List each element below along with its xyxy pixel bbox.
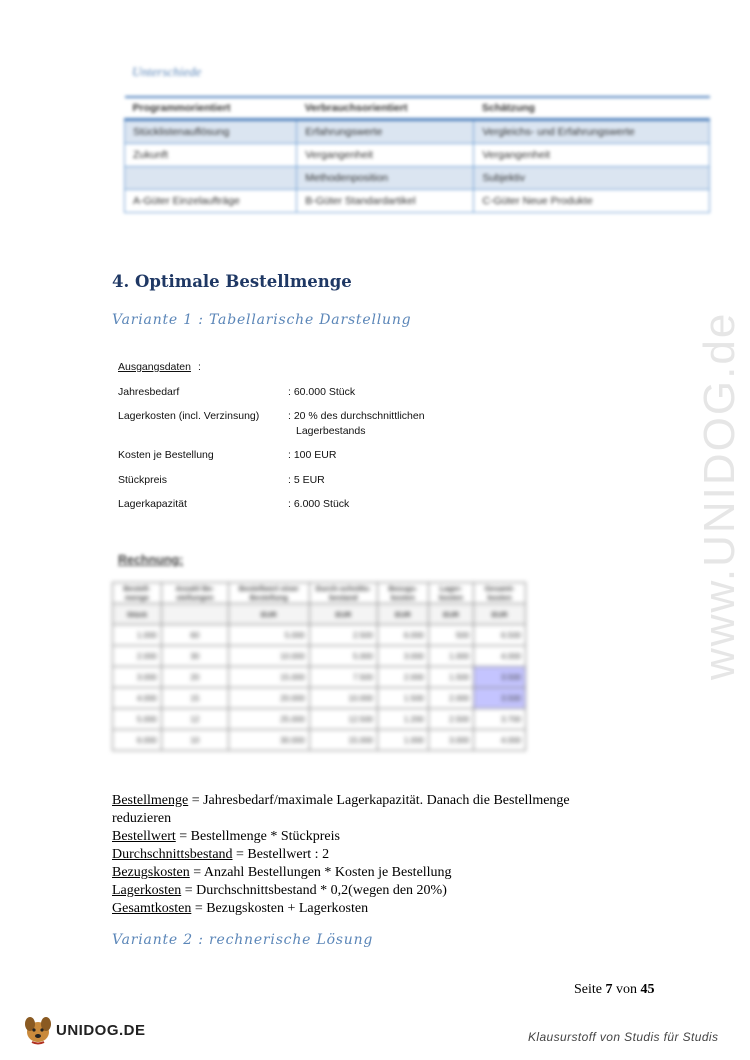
column-header: Bezugs-kosten xyxy=(377,583,428,604)
units-row xyxy=(113,604,526,625)
differences-table xyxy=(124,96,710,213)
table-header-row xyxy=(113,583,526,604)
watermark: www.UNIDOG.de xyxy=(695,311,744,680)
table-row xyxy=(113,625,526,646)
table-cell: 2.000 xyxy=(113,646,162,667)
page-number: Seite 7 von 45 xyxy=(574,982,655,997)
formula-definition: reduzieren xyxy=(112,811,172,826)
formula-line xyxy=(112,846,632,864)
table-cell: 7.500 xyxy=(309,667,377,688)
table-cell: B-Güter Standardartikel xyxy=(297,190,474,213)
unit-cell: EUR xyxy=(474,604,526,625)
table-cell: 60 xyxy=(161,625,228,646)
formula-line xyxy=(112,882,632,900)
table-cell xyxy=(125,167,297,190)
table-cell: 4.000 xyxy=(474,730,526,751)
footer-tagline: Klausurstoff von Studis für Studis xyxy=(528,1030,719,1044)
unit-cell xyxy=(161,604,228,625)
table-row xyxy=(113,646,526,667)
table-cell: 1.000 xyxy=(428,646,473,667)
table-cell: 2.500 xyxy=(309,625,377,646)
given-value: : 100 EUR xyxy=(288,449,337,461)
calculation-table xyxy=(112,582,526,751)
given-value-continued: Lagerbestands xyxy=(296,425,366,437)
highlighted-cell: 3.500 xyxy=(474,688,526,709)
column-header: Bestell-menge xyxy=(113,583,162,604)
table-cell: 12 xyxy=(161,709,228,730)
given-data-title: Ausgangsdaten xyxy=(118,361,191,373)
given-value: : 6.000 Stück xyxy=(288,498,350,510)
given-value: : 60.000 Stück xyxy=(288,386,356,398)
table-cell: 4.000 xyxy=(113,688,162,709)
table-header-row xyxy=(125,97,710,120)
table-cell: C-Güter Neue Produkte xyxy=(474,190,710,213)
unit-cell: EUR xyxy=(428,604,473,625)
table-cell: Vergangenheit xyxy=(297,144,474,167)
table-cell: Vergangenheit xyxy=(474,144,710,167)
table-cell: 2.500 xyxy=(428,709,473,730)
table-cell: 5.000 xyxy=(113,709,162,730)
table-cell: 1.000 xyxy=(377,730,428,751)
column-header: Durch-schnitts-bestand xyxy=(309,583,377,604)
table-cell: 15.000 xyxy=(228,667,309,688)
formula-line xyxy=(112,828,632,846)
differences-title: Unterschiede xyxy=(132,64,202,79)
table-cell: 20 xyxy=(161,667,228,688)
formula-term: Bezugskosten xyxy=(112,865,190,880)
table-row xyxy=(113,709,526,730)
formula-term: Lagerkosten xyxy=(112,883,182,898)
column-header: Verbrauchsorientiert xyxy=(297,97,474,120)
table-cell: 2.000 xyxy=(377,667,428,688)
column-header: Lager-kosten xyxy=(428,583,473,604)
given-label: Jahresbedarf xyxy=(118,386,180,398)
table-cell: 1.500 xyxy=(377,688,428,709)
total-pages: 45 xyxy=(640,982,655,997)
table-cell: 6.500 xyxy=(474,625,526,646)
current-page: 7 xyxy=(605,982,613,997)
table-cell: 10.000 xyxy=(228,646,309,667)
table-cell: 15 xyxy=(161,688,228,709)
table-cell: A-Güter Einzelaufträge xyxy=(125,190,297,213)
given-label: Lagerkosten (incl. Verzinsung) xyxy=(118,410,260,422)
formula-definition: = Jahresbedarf/maximale Lagerkapazität. Danach die Bestellmenge xyxy=(188,793,570,808)
table-cell: 5.000 xyxy=(309,646,377,667)
table-row xyxy=(125,190,710,213)
formula-definition: = Bezugskosten + Lagerkosten xyxy=(191,901,369,916)
table-cell: Subjektiv xyxy=(474,167,710,190)
formula-line xyxy=(112,900,632,918)
unit-cell: EUR xyxy=(228,604,309,625)
formula-line xyxy=(112,792,632,810)
column-header: Gesamt-kosten xyxy=(474,583,526,604)
logo-text: UNIDOG.DE xyxy=(56,1022,146,1039)
table-cell: 3.700 xyxy=(474,709,526,730)
given-value: : 20 % des durchschnittlichen xyxy=(288,410,425,422)
unit-cell: Stück xyxy=(113,604,162,625)
table-cell: Erfahrungswerte xyxy=(297,120,474,144)
table-cell: 6.000 xyxy=(113,730,162,751)
dog-logo-icon xyxy=(22,1015,54,1045)
formula-term: Bestellwert xyxy=(112,829,176,844)
table-cell: 10 xyxy=(161,730,228,751)
table-row xyxy=(125,120,710,144)
given-label: Kosten je Bestellung xyxy=(118,449,214,461)
table-cell: 2.000 xyxy=(428,688,473,709)
variant-1-heading: Variante 1 : Tabellarische Darstellung xyxy=(112,312,412,328)
table-cell: 10.000 xyxy=(309,688,377,709)
formula-definition: = Bestellmenge * Stückpreis xyxy=(175,829,340,844)
table-cell: Zukunft xyxy=(125,144,297,167)
table-cell: 6.000 xyxy=(377,625,428,646)
given-data-colon: : xyxy=(198,361,201,373)
calculation-title: Rechnung: xyxy=(118,553,184,567)
formula-definition: = Durchschnittsbestand * 0,2(wegen den 20%) xyxy=(181,883,447,898)
column-header: Schätzung xyxy=(474,97,710,120)
formula-line xyxy=(112,810,632,828)
variant-2-heading: Variante 2 : rechnerische Lösung xyxy=(112,932,374,948)
table-cell: 3.000 xyxy=(113,667,162,688)
table-cell: 12.500 xyxy=(309,709,377,730)
section-heading: 4. Optimale Bestellmenge xyxy=(112,272,352,291)
table-cell: 20.000 xyxy=(228,688,309,709)
table-cell: 3.000 xyxy=(377,646,428,667)
formula-line xyxy=(112,864,632,882)
formula-list xyxy=(112,792,632,918)
given-label: Lagerkapazität xyxy=(118,498,187,510)
highlighted-cell: 3.500 xyxy=(474,667,526,688)
unit-cell: EUR xyxy=(377,604,428,625)
table-cell: 1.000 xyxy=(113,625,162,646)
table-row xyxy=(113,688,526,709)
table-cell: Vergleichs- und Erfahrungswerte xyxy=(474,120,710,144)
formula-term: Gesamtkosten xyxy=(112,901,192,916)
table-cell: 15.000 xyxy=(309,730,377,751)
table-cell: 25.000 xyxy=(228,709,309,730)
table-cell: 30.000 xyxy=(228,730,309,751)
table-cell: 1.500 xyxy=(428,667,473,688)
table-cell: Stücklistenauflösung xyxy=(125,120,297,144)
table-cell: 1.200 xyxy=(377,709,428,730)
table-cell: 30 xyxy=(161,646,228,667)
unit-cell: EUR xyxy=(309,604,377,625)
formula-term: Durchschnittsbestand xyxy=(112,847,233,862)
formula-term: Bestellmenge xyxy=(112,793,189,808)
table-cell: 5.000 xyxy=(228,625,309,646)
given-value: : 5 EUR xyxy=(288,474,325,486)
formula-definition: = Bestellwert : 2 xyxy=(232,847,330,862)
table-cell: 3.000 xyxy=(428,730,473,751)
table-row xyxy=(125,144,710,167)
table-cell: 4.000 xyxy=(474,646,526,667)
table-cell: 500 xyxy=(428,625,473,646)
column-header: Anzahl Be-stellungen xyxy=(161,583,228,604)
table-cell: Methodenposition xyxy=(297,167,474,190)
given-label: Stückpreis xyxy=(118,474,168,486)
table-row xyxy=(113,667,526,688)
formula-definition: = Anzahl Bestellungen * Kosten je Bestellung xyxy=(189,865,452,880)
column-header: Bestellwert einer Bestellung xyxy=(228,583,309,604)
table-row xyxy=(113,730,526,751)
table-row xyxy=(125,167,710,190)
column-header: Programmorientiert xyxy=(125,97,297,120)
